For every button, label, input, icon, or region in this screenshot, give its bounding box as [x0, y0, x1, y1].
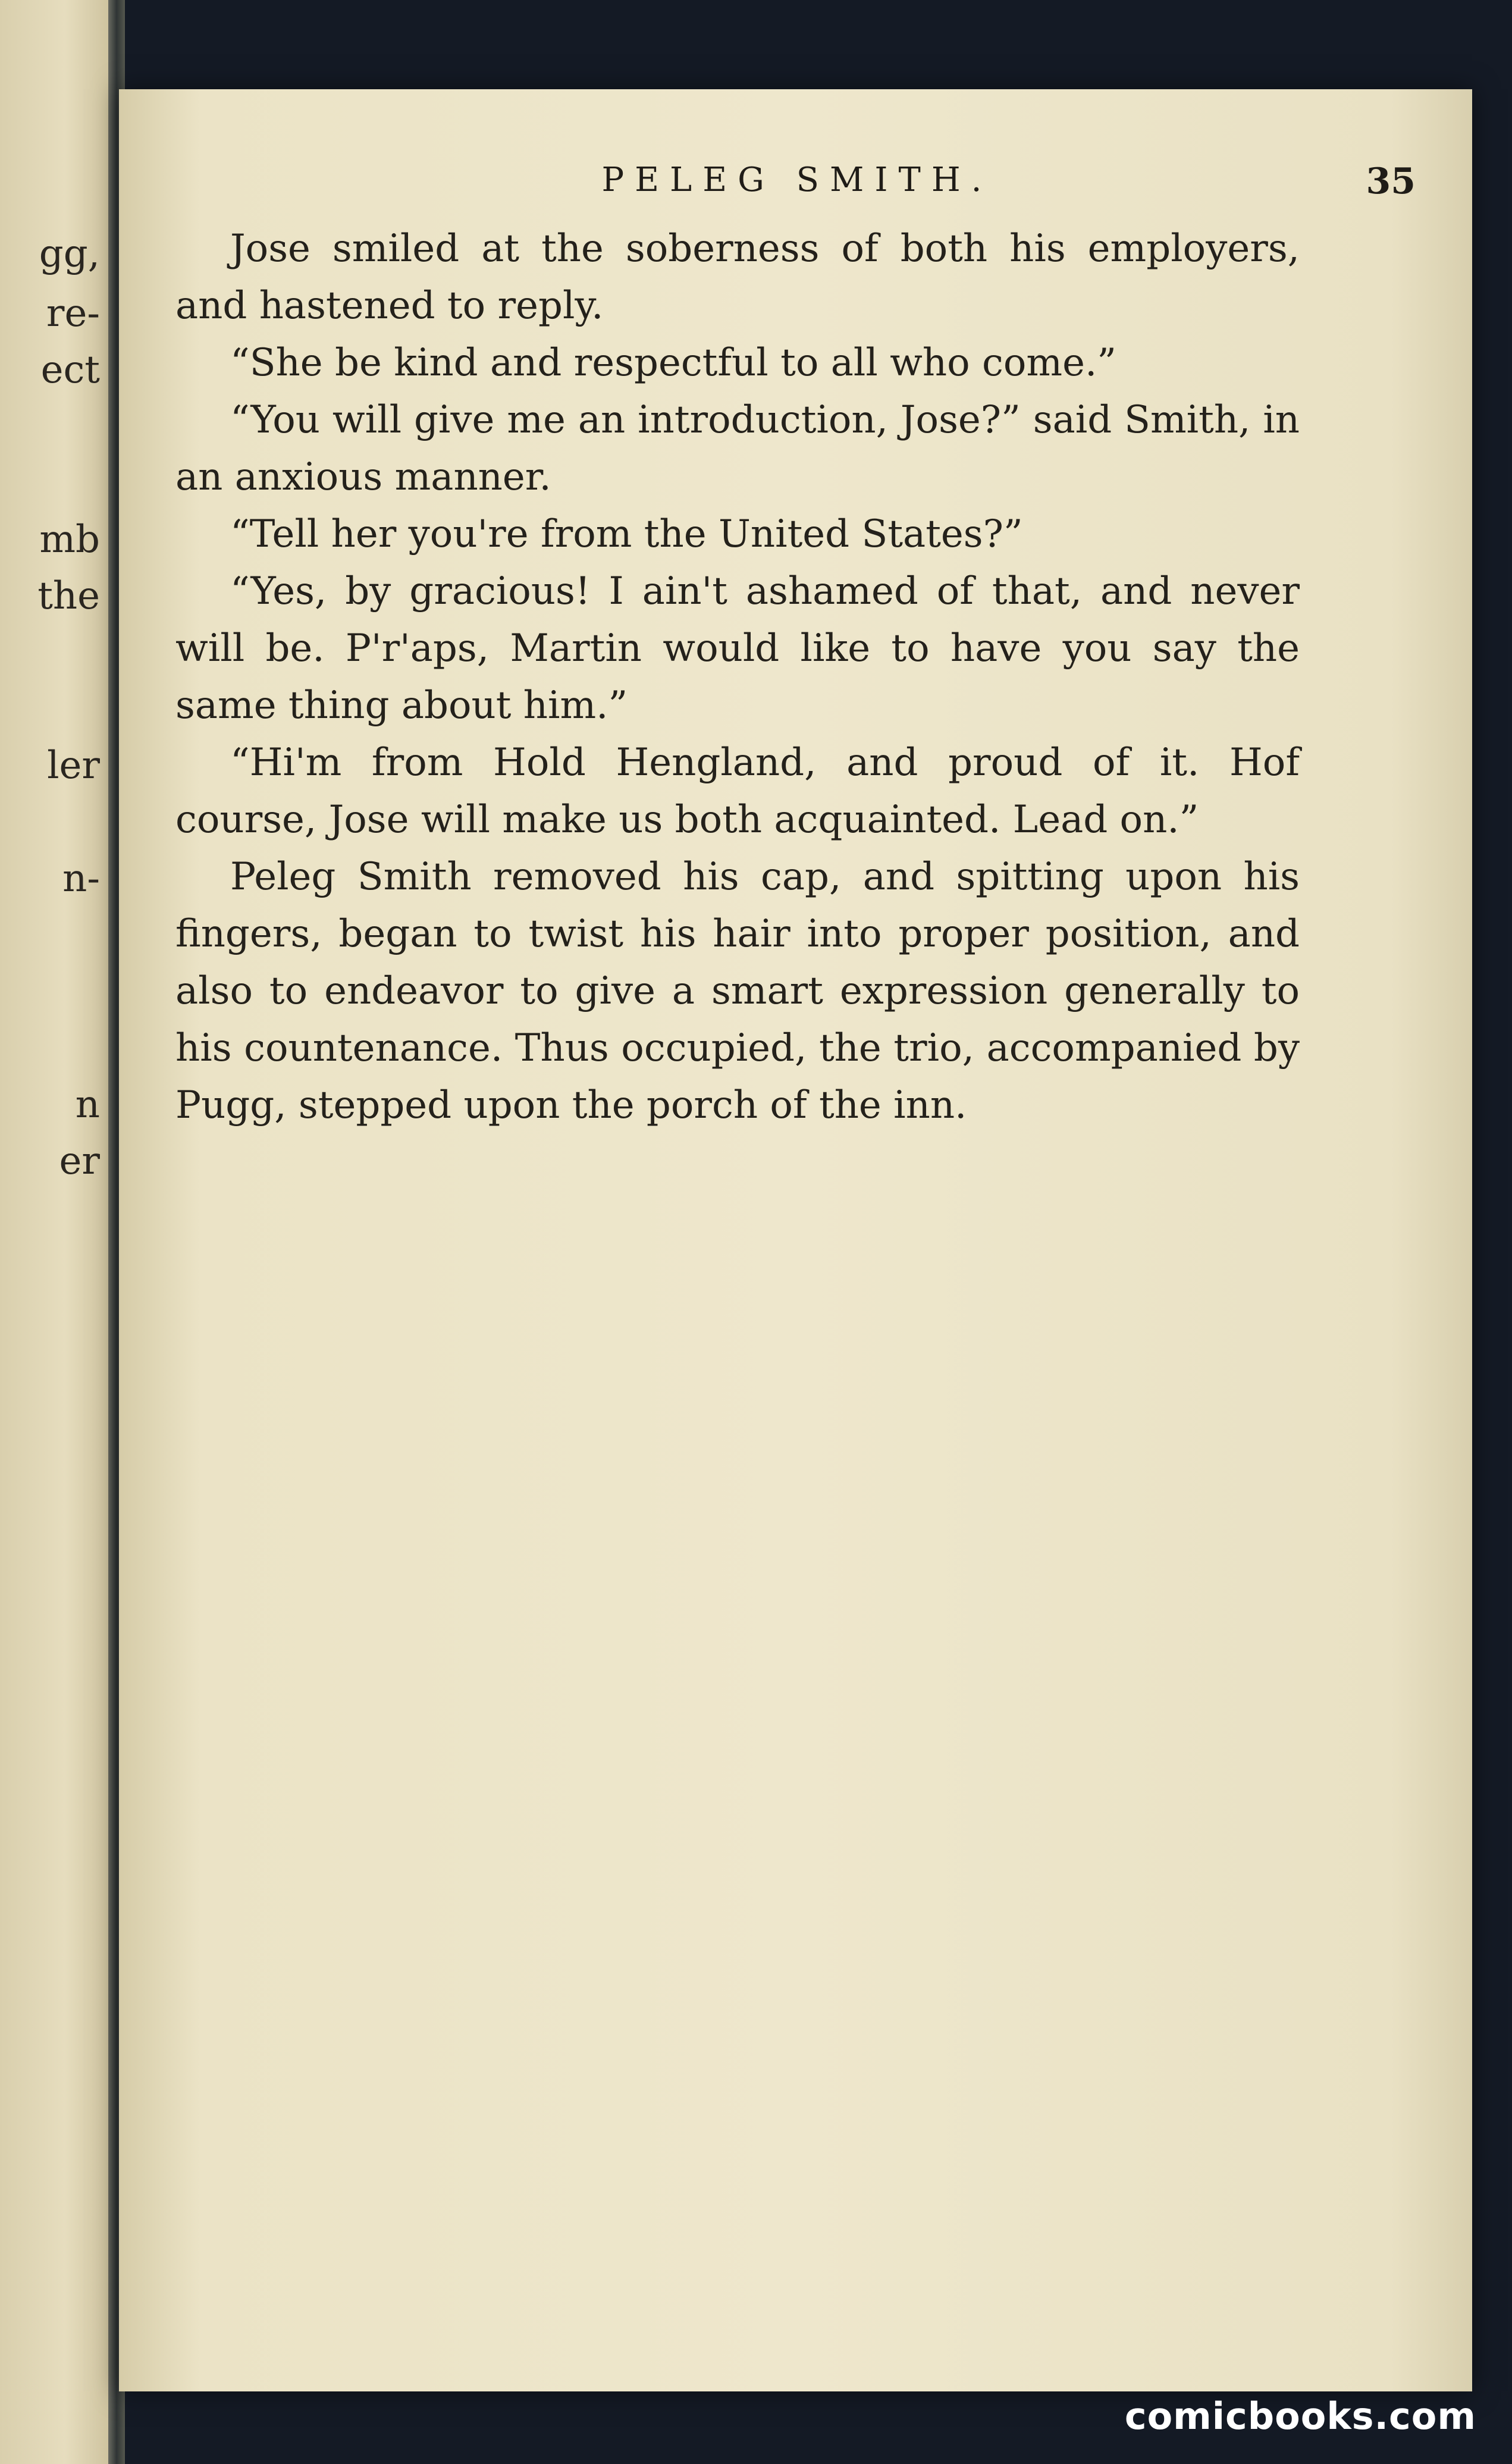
- left-page-fragment: ler: [47, 744, 100, 788]
- left-page-fragment: n-: [62, 857, 100, 901]
- paragraph: “You will give me an introduction, Jose?” said Smith, in an anxious manner.: [175, 398, 1300, 499]
- page-number: 35: [1366, 161, 1416, 202]
- left-page-fragment: gg,: [39, 232, 100, 276]
- paragraph: “She be kind and respectful to all who come.”: [230, 341, 1116, 385]
- body-text: [175, 220, 1300, 1134]
- running-head: [178, 161, 1416, 214]
- page: [119, 89, 1472, 2391]
- paragraph: “Tell her you're from the United States?”: [230, 512, 1023, 556]
- left-page-fragment: ect: [40, 348, 100, 392]
- paragraph: “Yes, by gracious! I ain't ashamed of that, and never will be. P'r'aps, Martin would like to have you say the same thing about him.”: [175, 569, 1300, 728]
- left-page-fragment: er: [59, 1139, 100, 1183]
- reverse-side-show-through: [175, 1196, 1300, 1253]
- paragraph: “Hi'm from Hold Hengland, and proud of it. Hof course, Jose will make us both acquainted. Lead on.”: [175, 741, 1300, 842]
- paragraph: Jose smiled at the soberness of both his employers, and hastened to reply.: [175, 227, 1300, 328]
- site-watermark: comicbooks.com: [1124, 2394, 1476, 2438]
- left-page-fragment: re-: [46, 291, 100, 336]
- left-page-fragment: the: [37, 574, 100, 618]
- paragraph: Peleg Smith removed his cap, and spitting upon his fingers, began to twist his hair into proper position, and also to endeavor to give a smart expression generally to his countenance. Thus occupied, the trio, accompanied by Pugg, stepped upon the porch of the inn.: [175, 855, 1300, 1127]
- show-through-line: [175, 1196, 1300, 1253]
- previous-page-edge: [0, 0, 108, 2464]
- running-head-title: PELEG SMITH.: [601, 161, 993, 199]
- left-page-fragment: mb: [39, 518, 100, 562]
- left-page-fragment: n: [75, 1083, 100, 1127]
